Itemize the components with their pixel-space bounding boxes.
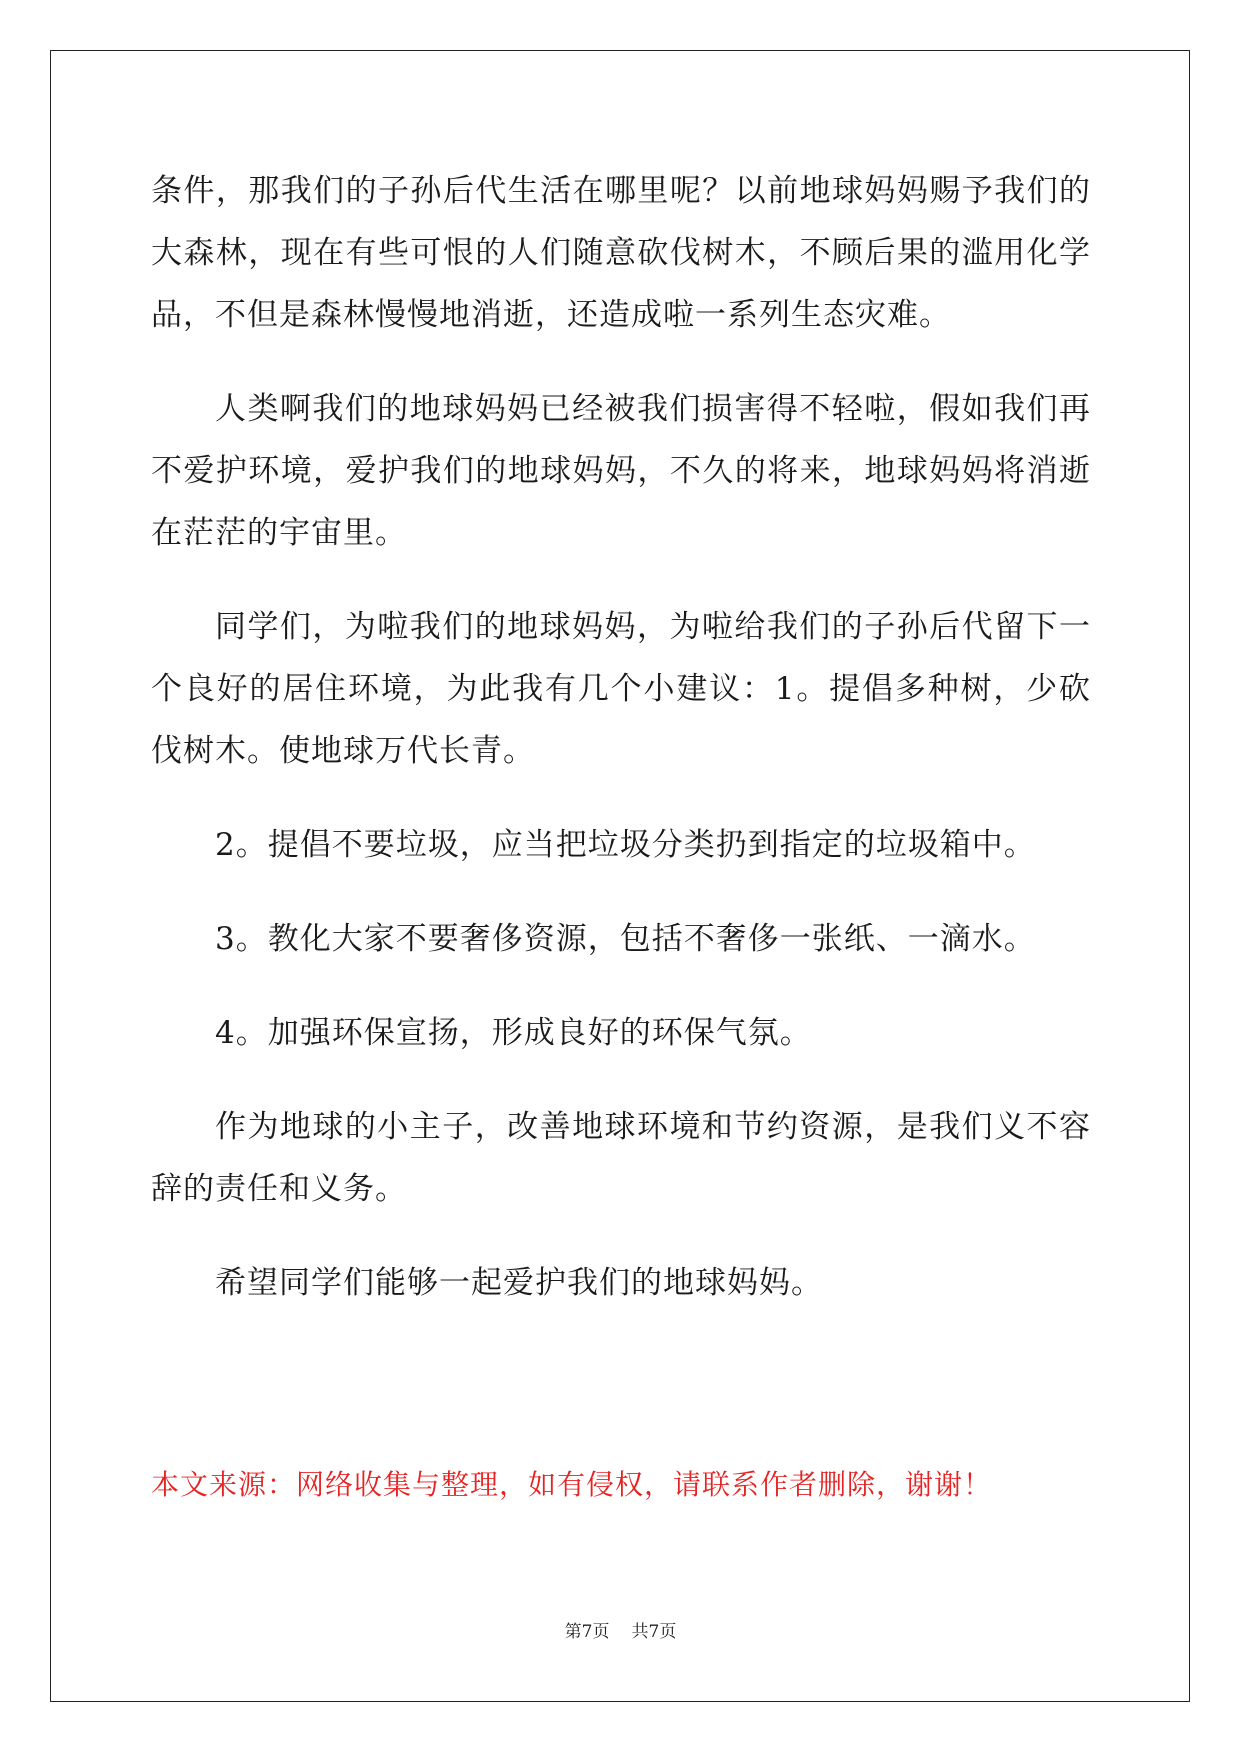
paragraph: 3。教化大家不要奢侈资源，包括不奢侈一张纸、一滴水。 <box>215 921 1036 957</box>
page-number-total: 共7页 <box>631 1622 677 1642</box>
source-note: 本文来源：网络收集与整理，如有侵权，请联系作者删除，谢谢！ <box>151 1468 993 1501</box>
page-number-current: 第7页 <box>564 1622 610 1642</box>
paragraph: 同学们，为啦我们的地球妈妈，为啦给我们的子孙后代留下一个良好的居住环境，为此我有几个小建议：1。提倡多种树，少砍伐树木。使地球万代长青。 <box>151 609 1091 769</box>
paragraph: 4。加强环保宣扬，形成良好的环保气氛。 <box>215 1015 812 1051</box>
paragraph: 作为地球的小主子，改善地球环境和节约资源，是我们义不容辞的责任和义务。 <box>151 1109 1091 1207</box>
paragraph: 2。提倡不要垃圾，应当把垃圾分类扔到指定的垃圾箱中。 <box>215 827 1036 863</box>
paragraph-continuation: 条件，那我们的子孙后代生活在哪里呢？以前地球妈妈赐予我们的大森林，现在有些可恨的人们随意砍伐树木，不顾后果的滥用化学品，不但是森林慢慢地消逝，还造成啦一系列生态灾难。 <box>151 173 1091 333</box>
page-footer <box>0 1620 1241 1644</box>
document-body <box>151 160 1091 1314</box>
paragraph: 希望同学们能够一起爱护我们的地球妈妈。 <box>215 1265 823 1301</box>
paragraph: 人类啊我们的地球妈妈已经被我们损害得不轻啦，假如我们再不爱护环境，爱护我们的地球妈妈，不久的将来，地球妈妈将消逝在茫茫的宇宙里。 <box>151 391 1091 551</box>
